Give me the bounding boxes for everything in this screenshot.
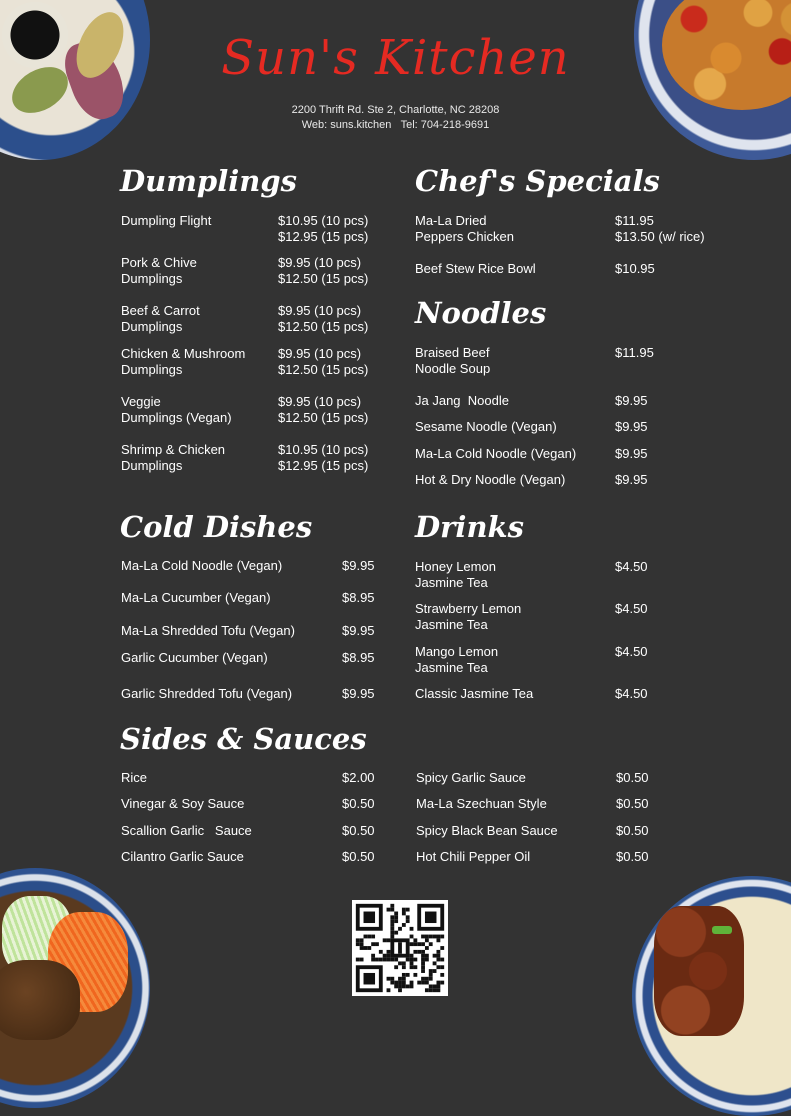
section-title-dumplings: Dumplings <box>120 164 297 198</box>
item-price: $0.50 <box>616 796 649 811</box>
item-price: $0.50 <box>616 849 649 864</box>
item-name: Spicy Garlic Sauce <box>416 770 526 785</box>
web-link[interactable]: Web: suns.kitchen <box>301 119 392 131</box>
qr-code-graphic <box>352 900 448 996</box>
section-title-cold-dishes: Cold Dishes <box>120 510 313 544</box>
item-price: $0.50 <box>342 849 375 864</box>
item-price: $9.95 <box>342 558 375 573</box>
item-name: Cilantro Garlic Sauce <box>121 849 244 864</box>
phone-number[interactable]: Tel: 704-218-9691 <box>400 119 490 131</box>
item-name: Ma-La Shredded Tofu (Vegan) <box>121 623 295 638</box>
meat-topping <box>0 960 80 1040</box>
item-name: Garlic Cucumber (Vegan) <box>121 650 268 665</box>
item-price: $2.00 <box>342 770 375 785</box>
item-name: Mango Lemon Jasmine Tea <box>415 644 499 675</box>
item-name: Braised Beef Noodle Soup <box>415 345 491 376</box>
item-name: Ma-La Cold Noodle (Vegan) <box>415 446 577 461</box>
restaurant-logo <box>0 30 791 86</box>
item-price: $10.95 <box>615 261 655 276</box>
item-price: $4.50 <box>615 686 648 701</box>
scallion-garnish <box>712 926 732 934</box>
item-name: Honey Lemon Jasmine Tea <box>415 559 496 590</box>
item-name: Rice <box>121 770 148 785</box>
item-price: $9.95 <box>342 623 375 638</box>
item-name: Spicy Black Bean Sauce <box>416 823 558 838</box>
item-name: Ma-La Cucumber (Vegan) <box>121 590 271 605</box>
item-price: $4.50 <box>615 644 648 659</box>
item-name: Hot & Dry Noodle (Vegan) <box>415 472 566 487</box>
item-price: $9.95 <box>615 472 648 487</box>
cold-noodle-photo <box>0 868 150 1108</box>
section-title-noodles: Noodles <box>415 296 547 330</box>
logo-text: Sun's Kitchen <box>221 30 570 86</box>
item-name: Ma-La Dried Peppers Chicken <box>415 213 514 244</box>
item-name: Classic Jasmine Tea <box>415 686 534 701</box>
item-price: $11.95 <box>615 345 654 360</box>
item-name: Garlic Shredded Tofu (Vegan) <box>121 686 293 701</box>
section-title-chefs-specials: Chef's Specials <box>415 164 660 198</box>
item-price: $0.50 <box>616 770 649 785</box>
item-name: Chicken & Mushroom Dumplings <box>121 346 246 377</box>
item-name: Ja Jang Noodle <box>415 393 509 408</box>
item-price: $4.50 <box>615 559 648 574</box>
item-price: $9.95 <box>615 393 648 408</box>
item-name: Dumpling Flight <box>121 213 212 228</box>
item-price: $0.50 <box>342 823 375 838</box>
item-name: Beef & Carrot Dumplings <box>121 303 200 334</box>
item-price: $9.95 <box>615 446 648 461</box>
item-price: $8.95 <box>342 650 375 665</box>
item-price: $4.50 <box>615 601 648 616</box>
item-price: $9.95 <box>615 419 648 434</box>
section-title-sides-sauces: Sides & Sauces <box>120 722 367 756</box>
item-price: $9.95 (10 pcs) $12.50 (15 pcs) <box>278 255 369 286</box>
item-name: Beef Stew Rice Bowl <box>415 261 536 276</box>
contact-line <box>0 118 791 133</box>
item-price: $10.95 (10 pcs) $12.95 (15 pcs) <box>278 213 369 244</box>
item-price: $8.95 <box>342 590 375 605</box>
item-name: Scallion Garlic Sauce <box>121 823 252 838</box>
item-price: $9.95 (10 pcs) $12.50 (15 pcs) <box>278 303 369 334</box>
item-price: $9.95 (10 pcs) $12.50 (15 pcs) <box>278 346 369 377</box>
item-name: Vinegar & Soy Sauce <box>121 796 245 811</box>
section-title-drinks: Drinks <box>415 510 524 544</box>
item-price: $0.50 <box>616 823 649 838</box>
item-name: Ma-La Szechuan Style <box>416 796 547 811</box>
item-price: $0.50 <box>342 796 375 811</box>
item-price: $9.95 (10 pcs) $12.50 (15 pcs) <box>278 394 369 425</box>
item-name: Strawberry Lemon Jasmine Tea <box>415 601 522 632</box>
item-name: Sesame Noodle (Vegan) <box>415 419 557 434</box>
item-name: Ma-La Cold Noodle (Vegan) <box>121 558 283 573</box>
item-price: $11.95 $13.50 (w/ rice) <box>615 213 705 244</box>
item-name: Shrimp & Chicken Dumplings <box>121 442 226 473</box>
qr-code[interactable] <box>352 900 448 996</box>
item-name: Hot Chili Pepper Oil <box>416 849 531 864</box>
item-name: Pork & Chive Dumplings <box>121 255 197 286</box>
address-line: 2200 Thrift Rd. Ste 2, Charlotte, NC 28208 <box>291 104 500 116</box>
item-price: $10.95 (10 pcs) $12.95 (15 pcs) <box>278 442 369 473</box>
item-price: $9.95 <box>342 686 375 701</box>
beef-noodle-photo <box>632 876 791 1116</box>
item-name: Veggie Dumplings (Vegan) <box>121 394 232 425</box>
